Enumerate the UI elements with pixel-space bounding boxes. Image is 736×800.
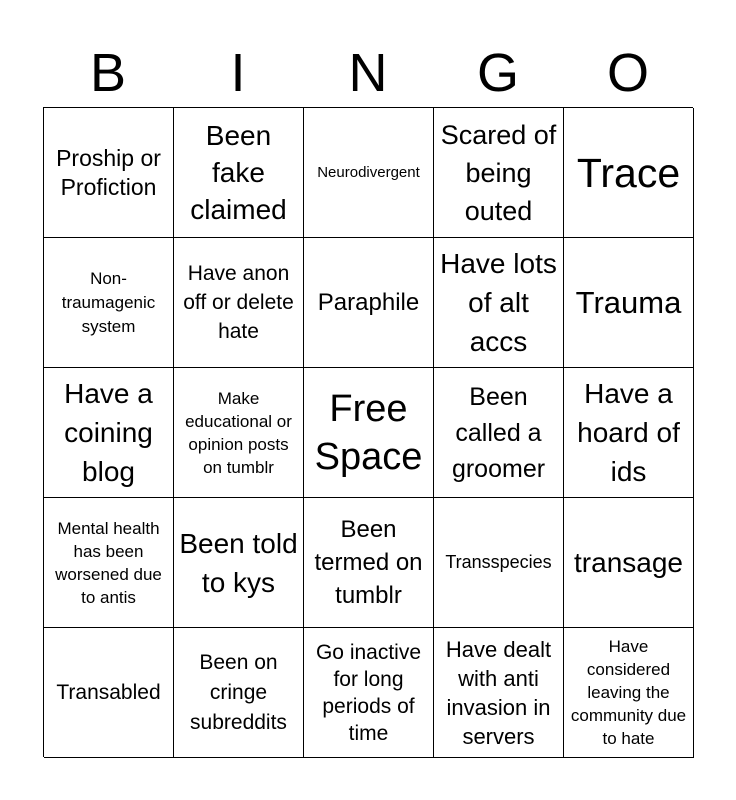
cell-text: Make educational or opinion posts on tumblr <box>185 388 292 477</box>
cell-text: Paraphile <box>317 289 420 316</box>
bingo-cell[interactable] <box>44 108 174 238</box>
bingo-cell[interactable] <box>304 238 434 368</box>
bingo-grid <box>43 107 693 757</box>
cell-text: Trace <box>576 149 681 196</box>
cell-text: Been called a groomer <box>451 382 546 483</box>
bingo-cell[interactable] <box>44 498 174 628</box>
bingo-cell[interactable] <box>434 498 564 628</box>
bingo-cell[interactable] <box>434 368 564 498</box>
bingo-cell[interactable] <box>174 628 304 758</box>
bingo-cell[interactable] <box>564 238 694 368</box>
cell-text: Transabled <box>56 681 161 704</box>
bingo-cell[interactable] <box>174 108 304 238</box>
cell-text: Have dealt with anti invasion in servers <box>445 636 552 749</box>
bingo-cell[interactable] <box>174 498 304 628</box>
bingo-cell[interactable] <box>564 628 694 758</box>
bingo-cell[interactable] <box>304 628 434 758</box>
header-letter-i: I <box>230 43 246 103</box>
cell-text: transage <box>574 547 683 578</box>
bingo-cell[interactable] <box>434 238 564 368</box>
cell-text: Have a hoard of ids <box>577 378 680 487</box>
cell-text: Trauma <box>575 285 682 320</box>
bingo-cell[interactable] <box>44 368 174 498</box>
bingo-cell[interactable] <box>564 108 694 238</box>
header-letter-g: G <box>476 43 519 103</box>
bingo-cell[interactable] <box>44 628 174 758</box>
cell-text: Transspecies <box>445 552 552 572</box>
bingo-cell[interactable] <box>304 108 434 238</box>
cell-text: Non-traumagenic system <box>61 268 156 336</box>
cell-text: Been on cringe subreddits <box>190 650 287 734</box>
cell-text: Have anon off or delete hate <box>183 262 294 343</box>
bingo-cell[interactable] <box>174 368 304 498</box>
header-letter-n: N <box>348 43 388 103</box>
cell-text: Have a coining blog <box>64 378 153 487</box>
bingo-cell[interactable] <box>44 238 174 368</box>
cell-text: Go inactive for long periods of time <box>315 640 422 745</box>
cell-text: Have considered leaving the community due to hate <box>570 637 687 748</box>
bingo-header <box>43 38 693 108</box>
cell-text: Been termed on tumblr <box>314 516 423 609</box>
cell-text: Proship or Profiction <box>56 144 161 200</box>
bingo-cell-free-space[interactable] <box>304 368 434 498</box>
bingo-cell[interactable] <box>434 628 564 758</box>
bingo-cell[interactable] <box>434 108 564 238</box>
cell-text: Have lots of alt accs <box>440 248 557 357</box>
header-letter-o: O <box>606 43 649 103</box>
bingo-cell[interactable] <box>564 368 694 498</box>
bingo-cell[interactable] <box>174 238 304 368</box>
cell-text: Been told to kys <box>179 527 298 598</box>
cell-text: Mental health has been worsened due to antis <box>55 518 162 607</box>
cell-text: Been fake claimed <box>190 120 287 225</box>
free-space-text: Free Space <box>314 387 423 478</box>
cell-text: Neurodivergent <box>317 163 420 181</box>
header-letter-b: B <box>89 43 127 103</box>
bingo-cell[interactable] <box>564 498 694 628</box>
bingo-cell[interactable] <box>304 498 434 628</box>
cell-text: Scared of being outed <box>440 119 557 226</box>
